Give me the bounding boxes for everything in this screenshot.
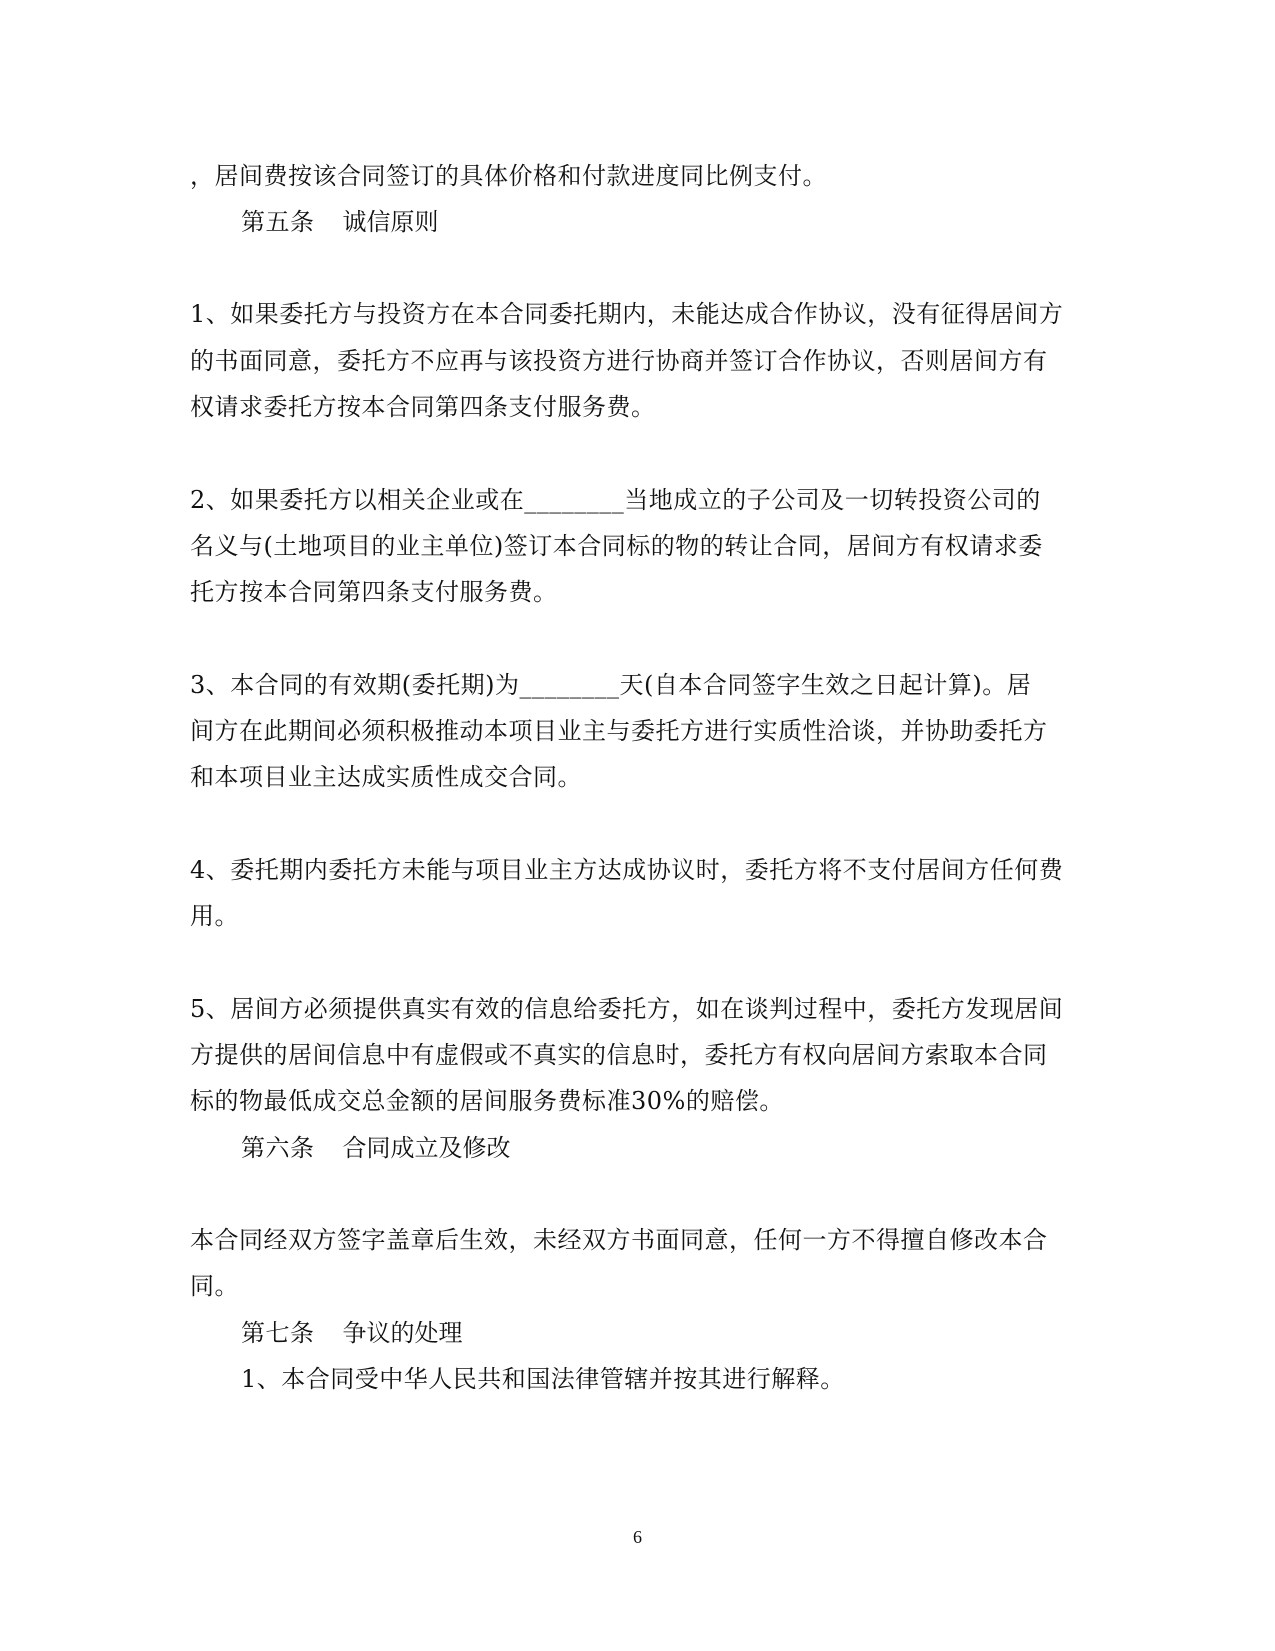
- paragraph-line: 托方按本合同第四条支付服务费。: [190, 578, 558, 606]
- article-title: 合同成立及修改: [342, 1134, 511, 1162]
- article-heading-7: [241, 1319, 463, 1347]
- paragraph-line: 方提供的居间信息中有虚假或不真实的信息时，委托方有权向居间方索取本合同: [190, 1041, 1048, 1069]
- paragraph-line: 标的物最低成交总金额的居间服务费标准30%的赔偿。: [190, 1087, 784, 1115]
- paragraph-line: 用。: [190, 902, 239, 930]
- paragraph-line: 本合同经双方签字盖章后生效，未经双方书面同意，任何一方不得擅自修改本合: [190, 1226, 1048, 1254]
- paragraph-line: 2、如果委托方以相关企业或在________当地成立的子公司及一切转投资公司的: [190, 486, 1041, 514]
- article-title: 诚信原则: [342, 208, 439, 236]
- paragraph-line: 和本项目业主达成实质性成交合同。: [190, 763, 582, 791]
- paragraph-line: 间方在此期间必须积极推动本项目业主与委托方进行实质性洽谈，并协助委托方: [190, 717, 1048, 745]
- paragraph-line: 权请求委托方按本合同第四条支付服务费。: [190, 393, 656, 421]
- page-number: 6: [633, 1527, 642, 1547]
- paragraph-line: 同。: [190, 1272, 239, 1300]
- paragraph-line: 1、如果委托方与投资方在本合同委托期内，未能达成合作协议，没有征得居间方: [190, 300, 1064, 328]
- paragraph-line: 3、本合同的有效期(委托期)为________天(自本合同签字生效之日起计算)。居: [190, 671, 1032, 699]
- article-number: 第五条: [241, 208, 315, 236]
- article-number: 第六条: [241, 1134, 315, 1162]
- article-title: 争议的处理: [342, 1319, 463, 1347]
- article-heading-5: [241, 208, 439, 236]
- paragraph-line: 名义与(土地项目的业主单位)签订本合同标的物的转让合同，居间方有权请求委: [190, 532, 1043, 560]
- article-heading-6: [241, 1134, 511, 1162]
- paragraph-line: 4、委托期内委托方未能与项目业主方达成协议时，委托方将不支付居间方任何费: [190, 856, 1064, 884]
- paragraph-line: 的书面同意，委托方不应再与该投资方进行协商并签订合作协议，否则居间方有: [190, 347, 1048, 375]
- paragraph-line: 5、居间方必须提供真实有效的信息给委托方，如在谈判过程中，委托方发现居间: [190, 995, 1064, 1023]
- article-number: 第七条: [241, 1319, 315, 1347]
- paragraph-line: ，居间费按该合同签订的具体价格和付款进度同比例支付。: [190, 162, 827, 190]
- paragraph-line: 1、本合同受中华人民共和国法律管辖并按其进行解释。: [241, 1365, 845, 1393]
